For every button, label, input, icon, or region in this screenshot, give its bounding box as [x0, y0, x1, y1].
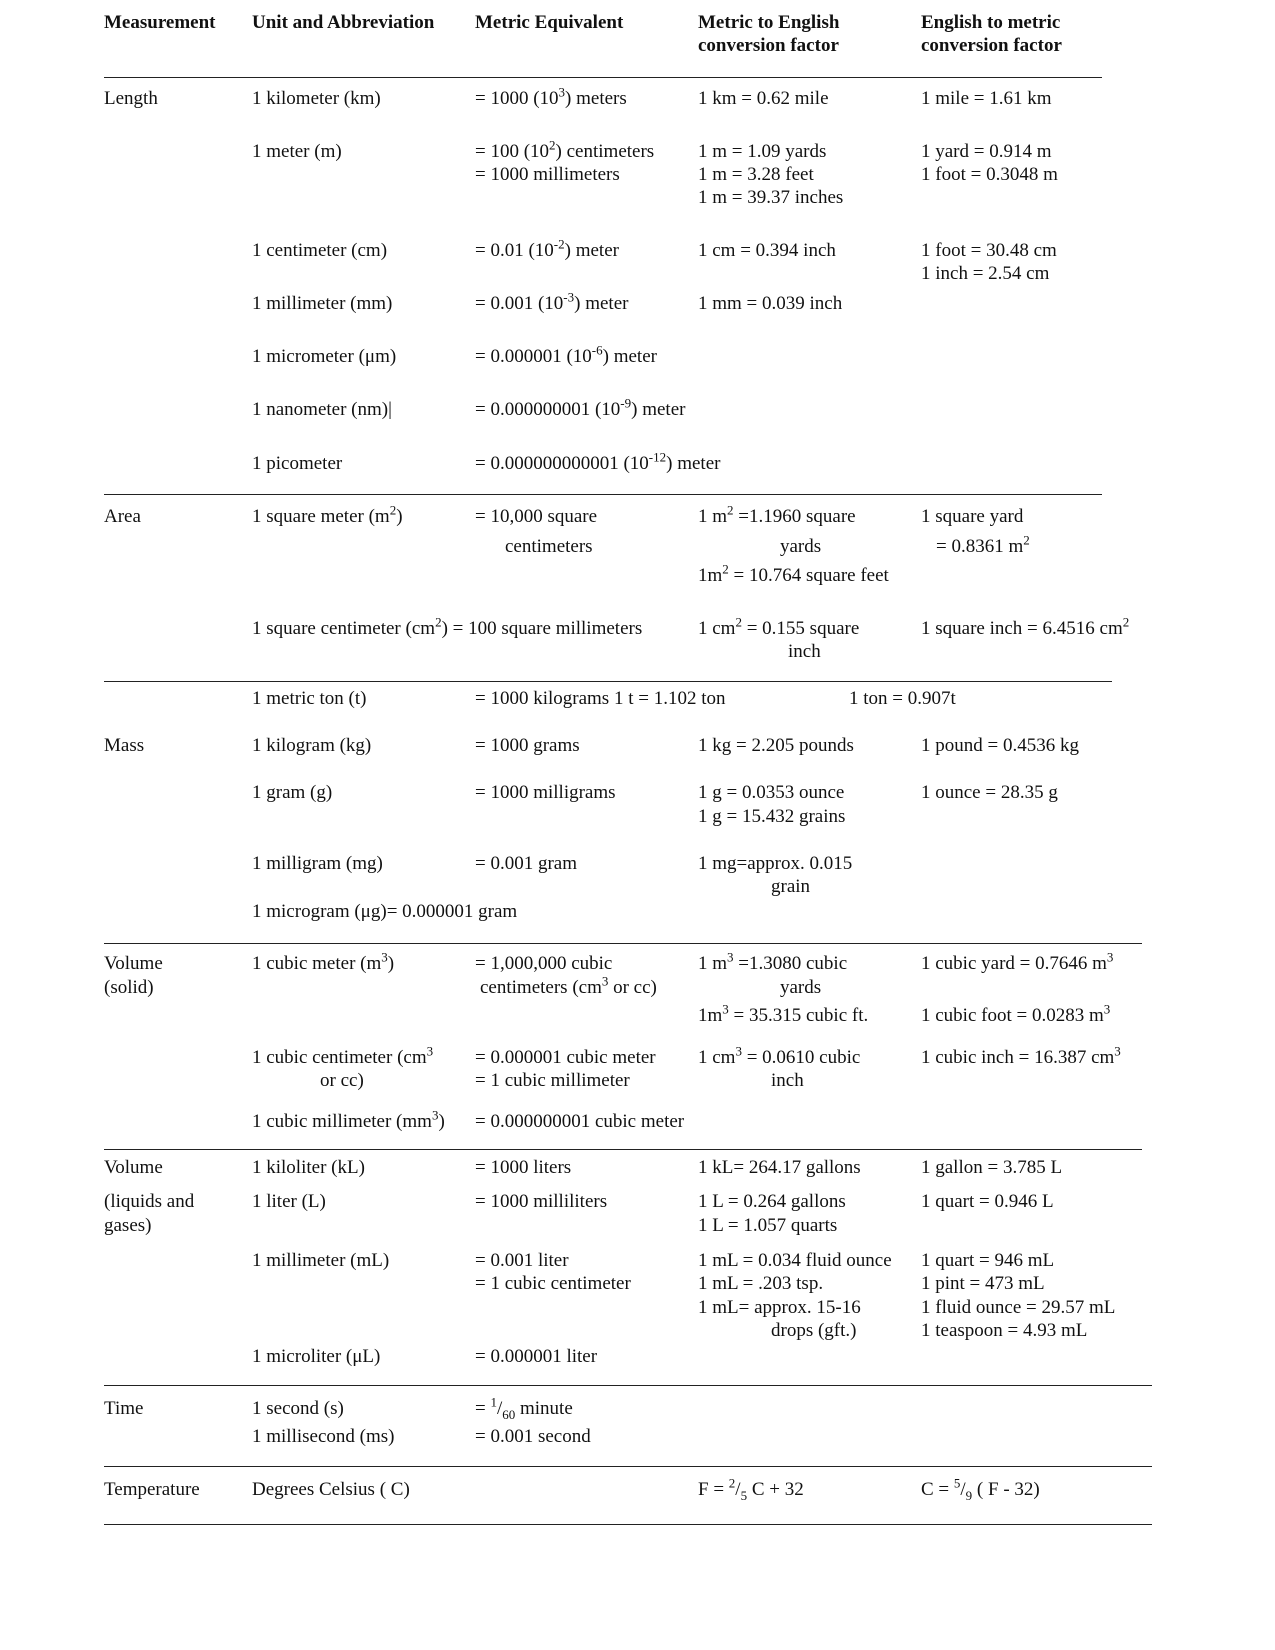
length-km-e2m: 1 mile = 1.61 km: [921, 88, 1052, 109]
temperature-c-formula: $C = ^5/_9$ ( F - 32): [921, 1475, 1040, 1503]
mass-mg-metric-eq: = 0.001 gram: [475, 853, 578, 874]
volume-ml-e2m-2: 1 pint = 473 mL: [921, 1273, 1045, 1294]
header-unit: Unit and Abbreviation: [252, 12, 435, 33]
length-m-e2m-2: 1 foot = 0.3048 m: [921, 164, 1058, 185]
area-label: Area: [104, 506, 141, 527]
volume-m3-e2m-2: 1 cubic foot = 0.0283 $m^3$: [921, 1001, 1111, 1026]
header-measurement: Measurement: [104, 12, 216, 33]
length-mm-metric-eq: = 0.001 $(10^{-3})$ meter: [475, 289, 629, 314]
volume-m3-m2e-1: 1 $m^3 =1.3080$ cubic: [698, 949, 848, 974]
time-ms-metric-eq: = 0.001 second: [475, 1426, 591, 1447]
volume-ml-unit: 1 millimeter (mL): [252, 1250, 390, 1271]
volume-ml-e2m-4: 1 teaspoon = 4.93 mL: [921, 1320, 1088, 1341]
volume-kl-metric-eq: = 1000 liters: [475, 1157, 572, 1178]
time-s-unit: 1 second (s): [252, 1398, 344, 1419]
area-cm2-m2e-2: inch: [788, 641, 821, 662]
volume-ml-m2e-2: 1 mL = .203 tsp.: [698, 1273, 824, 1294]
volume-cm3-m2e-1: 1 $cm^3 = 0.0610$ cubic: [698, 1043, 861, 1068]
volume-ml-m2e-4: drops (gft.): [771, 1320, 857, 1341]
length-m-e2m-1: 1 yard = 0.914 m: [921, 141, 1052, 162]
divider: [104, 1149, 1142, 1150]
mass-ton-metric-eq: = 1000 kilograms 1 t = 1.102 ton: [475, 688, 726, 709]
divider: [104, 494, 1102, 495]
mass-kg-unit: 1 kilogram (kg): [252, 735, 372, 756]
temperature-f-formula: $F = ^2/_5$ C + 32: [698, 1475, 804, 1503]
area-cm2-m2e-1: 1 $cm^2 = 0.155$ square: [698, 614, 860, 639]
area-m2-metric-eq-2: centimeters: [505, 536, 593, 557]
volume-cm3-m2e-2: inch: [771, 1070, 804, 1091]
time-ms-unit: 1 millisecond (ms): [252, 1426, 395, 1447]
area-m2-e2m-2: = 0.8361 $m^2$: [936, 532, 1030, 557]
mass-kg-metric-eq: = 1000 grams: [475, 735, 580, 756]
volume-l-unit: 1 liter (L): [252, 1191, 326, 1212]
mass-label: Mass: [104, 735, 145, 756]
length-mm-unit: 1 millimeter (mm): [252, 293, 393, 314]
volume-m3-metric-eq-1: = 1,000,000 cubic: [475, 953, 613, 974]
divider: [104, 1524, 1152, 1525]
volume-m3-e2m-1: 1 cubic yard = 0.7646 $m^3$: [921, 949, 1114, 974]
temperature-label: Temperature: [104, 1479, 200, 1500]
area-m2-unit: 1 square meter $(m^2)$: [252, 502, 403, 527]
length-cm-unit: 1 centimeter (cm): [252, 240, 388, 261]
mass-g-m2e-2: 1 g = 15.432 grains: [698, 806, 846, 827]
mass-mg-m2e-1: 1 mg=approx. 0.015: [698, 853, 853, 874]
time-label: Time: [104, 1398, 144, 1419]
volume-liquid-label-2: (liquids and: [104, 1191, 195, 1212]
volume-solid-label-1: Volume: [104, 953, 163, 974]
volume-ml-m2e-3: 1 mL= approx. 15-16: [698, 1297, 861, 1318]
volume-ul-unit: 1 microliter (μL): [252, 1346, 381, 1367]
divider: [104, 1466, 1152, 1467]
length-nm-unit: 1 nanometer (nm)|: [252, 399, 392, 420]
header-english-to-metric-2: conversion factor: [921, 35, 1062, 56]
volume-cm3-unit-2: or cc): [320, 1070, 364, 1091]
length-mm-m2e: 1 mm = 0.039 inch: [698, 293, 843, 314]
volume-liquid-label-1: Volume: [104, 1157, 163, 1178]
length-cm-metric-eq: = 0.01 $(10^{-2})$ meter: [475, 236, 619, 261]
header-metric-to-english-1: Metric to English: [698, 12, 840, 33]
volume-ml-m2e-1: 1 mL = 0.034 fluid ounce: [698, 1250, 892, 1271]
mass-mg-m2e-2: grain: [771, 876, 811, 897]
length-m-m2e-1: 1 m = 1.09 yards: [698, 141, 827, 162]
length-nm-metric-eq: = 0.000000001 $(10^{-9})$ meter: [475, 395, 686, 420]
header-english-to-metric-1: English to metric: [921, 12, 1061, 33]
header-metric-to-english-2: conversion factor: [698, 35, 839, 56]
length-m-metric-eq-2: = 1000 millimeters: [475, 164, 620, 185]
length-m-m2e-3: 1 m = 39.37 inches: [698, 187, 844, 208]
mass-ton-e2m: 1 ton = 0.907t: [849, 688, 956, 709]
length-pm-metric-eq: = 0.000000000001 $(10^{-12})$ meter: [475, 449, 721, 474]
volume-ml-metric-eq-2: = 1 cubic centimeter: [475, 1273, 631, 1294]
mass-ug-line: 1 microgram (μg)= 0.000001 gram: [252, 901, 518, 922]
volume-cm3-metric-eq-2: = 1 cubic millimeter: [475, 1070, 630, 1091]
volume-kl-unit: 1 kiloliter (kL): [252, 1157, 365, 1178]
length-km-m2e: 1 km = 0.62 mile: [698, 88, 829, 109]
header-metric-equivalent: Metric Equivalent: [475, 12, 624, 33]
mass-g-metric-eq: = 1000 milligrams: [475, 782, 616, 803]
length-m-m2e-2: 1 m = 3.28 feet: [698, 164, 814, 185]
time-s-metric-eq: = $^1/_{60}$ minute: [475, 1394, 573, 1422]
length-um-metric-eq: = 0.000001 $(10^{-6})$ meter: [475, 342, 657, 367]
area-cm2-unit: 1 square centimeter $(cm^2) = 100$ square millimeters: [252, 614, 643, 639]
volume-ul-metric-eq: = 0.000001 liter: [475, 1346, 598, 1367]
temperature-unit: Degrees Celsius ( C): [252, 1479, 410, 1500]
volume-cm3-e2m: 1 cubic inch = 16.387 $cm^3$: [921, 1043, 1121, 1068]
length-um-unit: 1 micrometer (μm): [252, 346, 397, 367]
volume-cm3-metric-eq-1: = 0.000001 cubic meter: [475, 1047, 656, 1068]
mass-g-e2m: 1 ounce = 28.35 g: [921, 782, 1058, 803]
length-km-metric-eq: = 1000 $(10^3)$ meters: [475, 84, 627, 109]
volume-ml-e2m-1: 1 quart = 946 mL: [921, 1250, 1055, 1271]
area-m2-m2e-3: $1m^2 = 10.764$ square feet: [698, 561, 889, 586]
mass-g-unit: 1 gram (g): [252, 782, 333, 803]
length-cm-e2m-1: 1 foot = 30.48 cm: [921, 240, 1057, 261]
volume-m3-unit: 1 cubic meter $(m^3)$: [252, 949, 395, 974]
volume-m3-m2e-3: $1m^3 = 35.315$ cubic ft.: [698, 1001, 869, 1026]
volume-kl-e2m: 1 gallon = 3.785 L: [921, 1157, 1063, 1178]
length-pm-unit: 1 picometer: [252, 453, 343, 474]
volume-kl-m2e: 1 kL= 264.17 gallons: [698, 1157, 861, 1178]
area-m2-metric-eq-1: = 10,000 square: [475, 506, 598, 527]
area-m2-m2e-2: yards: [780, 536, 822, 557]
divider: [104, 1385, 1152, 1386]
mass-g-m2e-1: 1 g = 0.0353 ounce: [698, 782, 845, 803]
divider: [104, 943, 1142, 944]
length-km-unit: 1 kilometer (km): [252, 88, 381, 109]
mass-mg-unit: 1 milligram (mg): [252, 853, 383, 874]
volume-mm3-metric-eq: = 0.000000001 cubic meter: [475, 1111, 685, 1132]
mass-kg-m2e: 1 kg = 2.205 pounds: [698, 735, 854, 756]
volume-l-m2e-2: 1 L = 1.057 quarts: [698, 1215, 838, 1236]
volume-ml-metric-eq-1: = 0.001 liter: [475, 1250, 569, 1271]
length-cm-m2e: 1 cm = 0.394 inch: [698, 240, 836, 261]
volume-mm3-unit: 1 cubic millimeter $(mm^3)$: [252, 1107, 445, 1132]
volume-ml-e2m-3: 1 fluid ounce = 29.57 mL: [921, 1297, 1116, 1318]
volume-m3-metric-eq-2: centimeters ($cm^3$ or cc): [480, 973, 657, 998]
area-m2-m2e-1: 1 $m^2 =1.1960$ square: [698, 502, 856, 527]
area-cm2-e2m: 1 square inch = 6.4516 $cm^2$: [921, 614, 1130, 639]
volume-solid-label-2: (solid): [104, 977, 154, 998]
volume-l-m2e-1: 1 L = 0.264 gallons: [698, 1191, 846, 1212]
volume-l-e2m: 1 quart = 0.946 L: [921, 1191, 1054, 1212]
divider: [104, 77, 1102, 78]
length-m-unit: 1 meter (m): [252, 141, 342, 162]
area-m2-e2m-1: 1 square yard: [921, 506, 1024, 527]
volume-cm3-unit-1: 1 cubic centimeter ($cm^3$: [252, 1043, 434, 1068]
length-cm-e2m-2: 1 inch = 2.54 cm: [921, 263, 1050, 284]
mass-ton-unit: 1 metric ton (t): [252, 688, 367, 709]
mass-kg-e2m: 1 pound = 0.4536 kg: [921, 735, 1079, 756]
length-label: Length: [104, 88, 158, 109]
divider: [104, 681, 1112, 682]
volume-l-metric-eq: = 1000 milliliters: [475, 1191, 608, 1212]
length-m-metric-eq-1: = 100 $(10^2)$ centimeters: [475, 137, 655, 162]
volume-liquid-label-3: gases): [104, 1215, 152, 1236]
volume-m3-m2e-2: yards: [780, 977, 822, 998]
